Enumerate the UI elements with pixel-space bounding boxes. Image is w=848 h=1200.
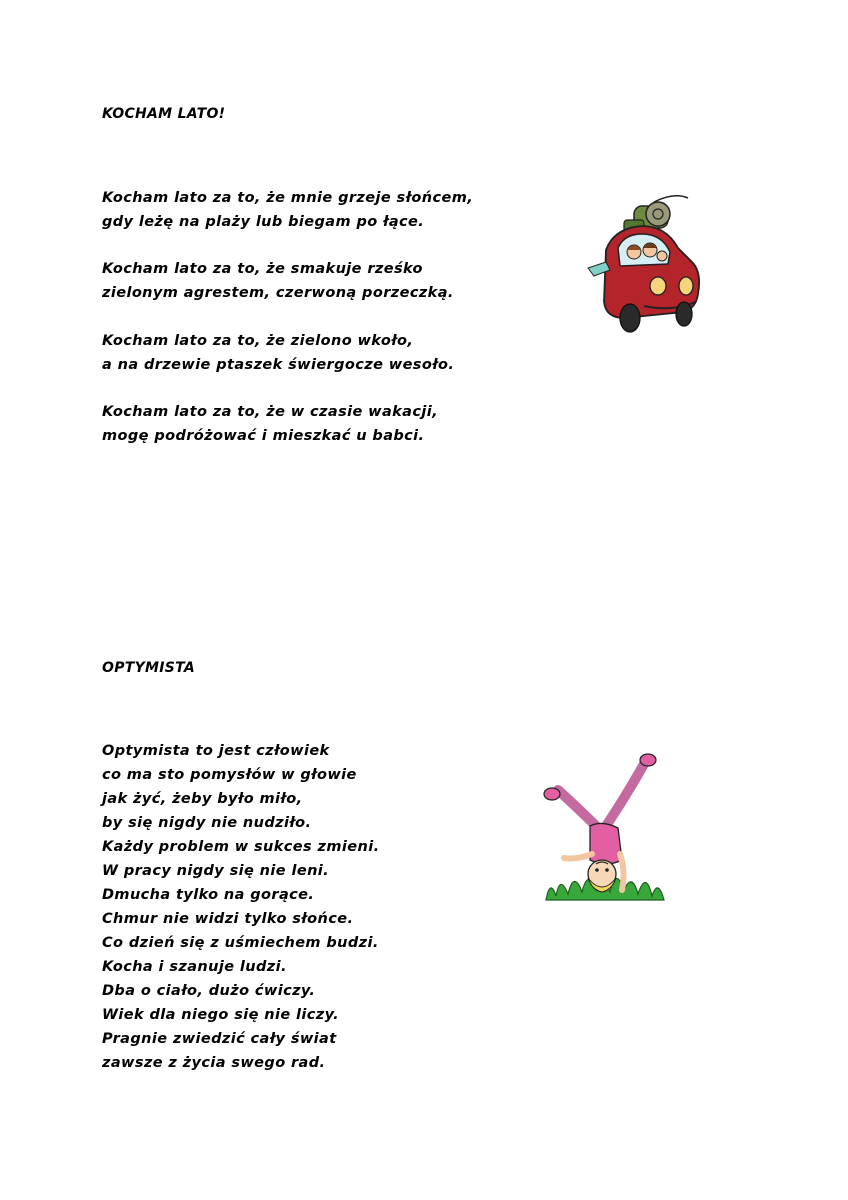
poem-line: gdy leżę na plaży lub biegam po łące.: [102, 214, 425, 230]
poem-line: Kocham lato za to, że smakuje rześko: [102, 261, 423, 277]
poem-line: Co dzień się z uśmiechem budzi.: [102, 935, 379, 951]
red-car-family-icon: [584, 190, 704, 338]
poem-title-kocham-lato: KOCHAM LATO!: [102, 106, 226, 122]
poem-line: Chmur nie widzi tylko słońce.: [102, 911, 354, 927]
stanza-2: [102, 257, 454, 305]
poem-line: by się nigdy nie nudziło.: [102, 815, 312, 831]
poem-line: Dba o ciało, dużo ćwiczy.: [102, 983, 316, 999]
poem-line: zielonym agrestem, czerwoną porzeczką.: [102, 285, 454, 301]
poem-line: zawsze z życia swego rad.: [102, 1055, 326, 1071]
poem-line: mogę podróżować i mieszkać u babci.: [102, 428, 425, 444]
poem-line: Optymista to jest człowiek: [102, 743, 330, 759]
poem-line: W pracy nigdy się nie leni.: [102, 863, 330, 879]
stanza-4: [102, 400, 438, 448]
poem-line: Kocham lato za to, że mnie grzeje słońcem,: [102, 190, 474, 206]
poem-line: Kocha i szanuje ludzi.: [102, 959, 287, 975]
stanza-1: [102, 186, 473, 234]
poem-line: co ma sto pomysłów w głowie: [102, 767, 357, 783]
poem-line: Dmucha tylko na gorące.: [102, 887, 315, 903]
poem-line: Każdy problem w sukces zmieni.: [102, 839, 380, 855]
poem-line: a na drzewie ptaszek świergocze wesoło.: [102, 357, 455, 373]
poem-line: Kocham lato za to, że zielono wkoło,: [102, 333, 414, 349]
optymista-verse: [102, 739, 379, 1075]
stanza-3: [102, 329, 454, 377]
poem-line: Wiek dla niego się nie liczy.: [102, 1007, 340, 1023]
poem-line: Pragnie zwiedzić cały świat: [102, 1031, 337, 1047]
cartwheel-girl-icon: [540, 750, 670, 910]
poem-line: Kocham lato za to, że w czasie wakacji,: [102, 404, 439, 420]
poem-title-optymista: OPTYMISTA: [102, 660, 196, 676]
poem-line: jak żyć, żeby było miło,: [102, 791, 303, 807]
